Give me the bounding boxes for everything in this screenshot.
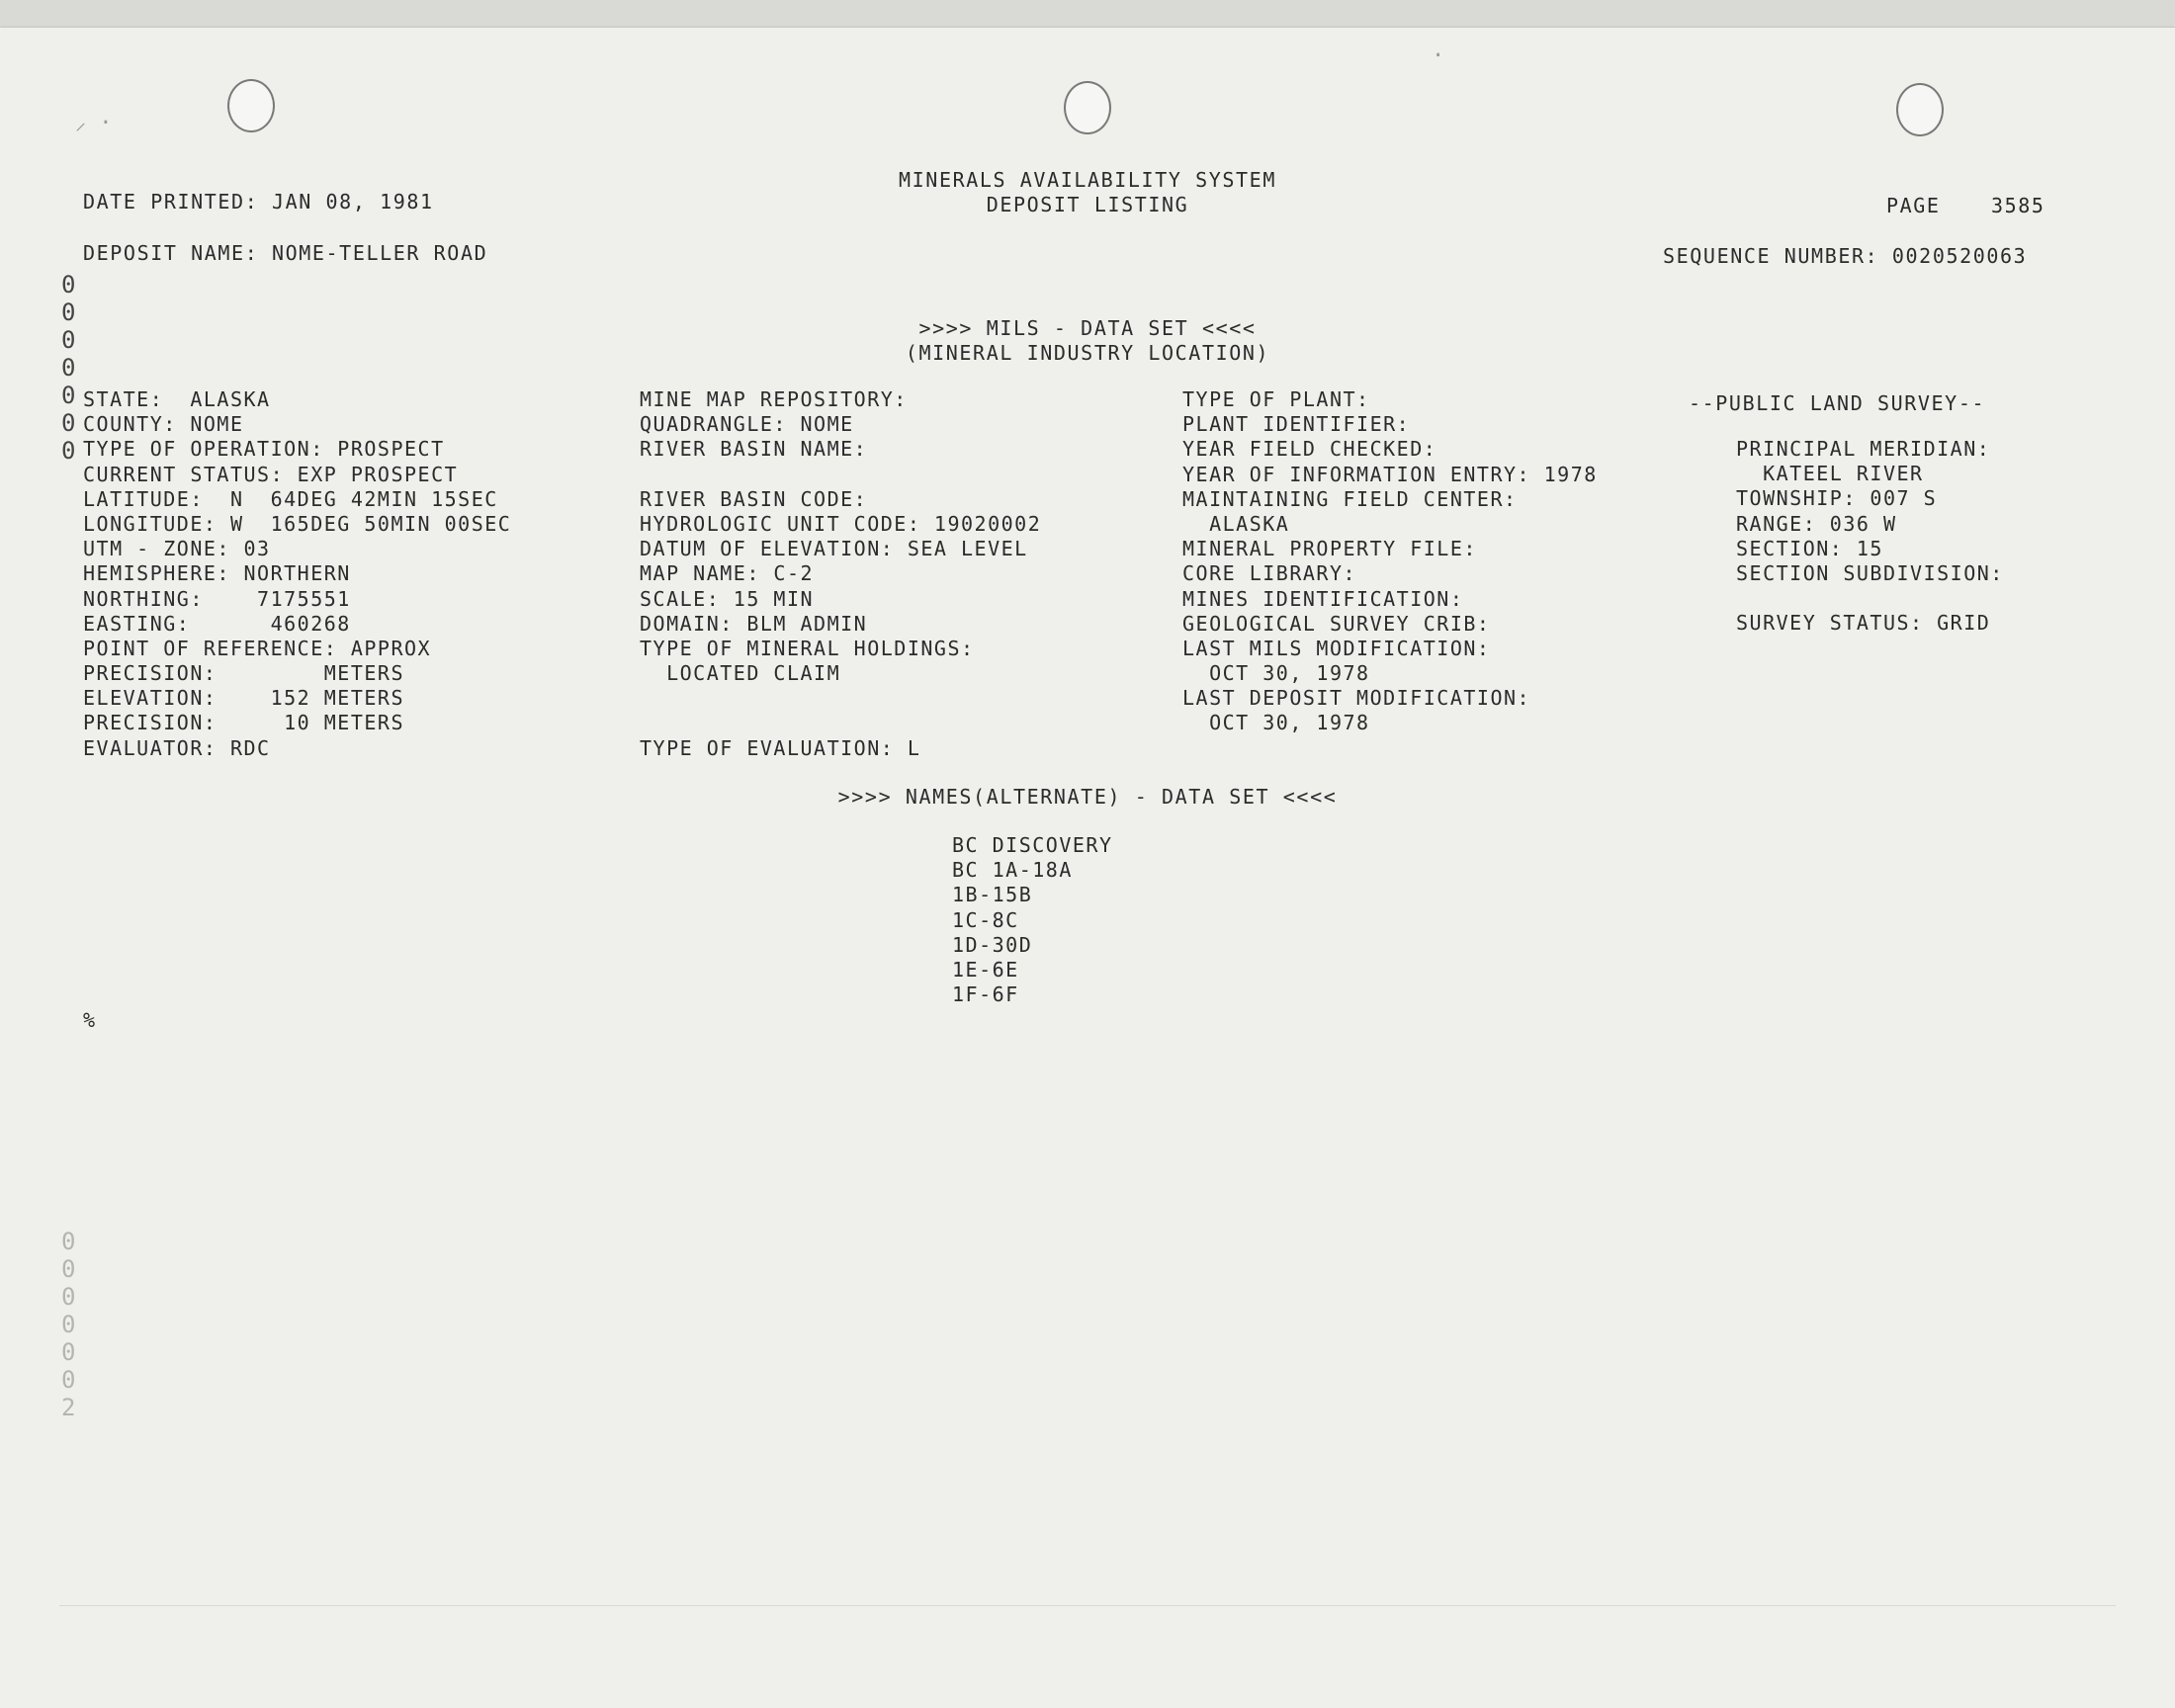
edge-digit: 2 [61,1394,76,1421]
ink-speck: · [1432,43,1445,68]
system-title: MINERALS AVAILABILITY SYSTEM [899,168,1276,192]
field-latitude: LATITUDE: N 64DEG 42MIN 15SEC [83,486,498,511]
edge-digit: 0 [61,437,76,465]
edge-digit: 0 [61,271,76,299]
field-mine-map-repository: MINE MAP REPOSITORY: [640,387,908,411]
field-current-status: CURRENT STATUS: EXP PROSPECT [83,462,459,486]
punch-hole-right [1896,83,1944,136]
field-elevation-precision: PRECISION: 10 METERS [83,711,404,735]
field-domain: DOMAIN: BLM ADMIN [640,611,868,636]
field-type-of-plant: TYPE OF PLANT: [1182,387,1370,411]
sequence-number: SEQUENCE NUMBER: 0020520063 [1663,244,2028,268]
footer-percent-mark: % [83,1008,97,1032]
alternate-names-list [952,833,1113,1007]
field-township: TOWNSHIP: 007 S [1736,486,1938,511]
field-mineral-holdings-value: LOCATED CLAIM [640,661,841,686]
deposit-name: DEPOSIT NAME: NOME-TELLER ROAD [83,241,488,265]
mils-column-geography [640,387,1041,761]
edge-digit: 0 [61,299,76,326]
punch-hole-left [227,79,275,132]
field-point-of-reference: POINT OF REFERENCE: APPROX [83,636,432,660]
blank-line [640,686,1041,711]
field-quadrangle: QUADRANGLE: NOME [640,412,854,437]
edge-digit: 0 [61,409,76,437]
field-last-deposit-modification: LAST DEPOSIT MODIFICATION: [1182,686,1531,711]
field-state: STATE: ALASKA [83,387,271,411]
page-number: 3585 [1991,194,2045,217]
mils-title: >>>> MILS - DATA SET <<<< [918,316,1257,340]
field-section: SECTION: 15 [1736,536,1883,560]
public-land-survey-title: --PUBLIC LAND SURVEY-- [1689,391,1986,415]
field-principal-meridian: PRINCIPAL MERIDIAN: [1736,437,1991,461]
field-mines-identification: MINES IDENTIFICATION: [1182,586,1464,611]
edge-digit: 0 [61,1338,76,1366]
mils-column-location [83,387,511,761]
field-easting: EASTING: 460268 [83,611,351,636]
edge-digit: 0 [61,382,76,409]
field-elevation: ELEVATION: 152 METERS [83,686,404,711]
field-evaluator: EVALUATOR: RDC [83,735,271,760]
edge-digit: 0 [61,1283,76,1311]
field-type-of-operation: TYPE OF OPERATION: PROSPECT [83,437,445,462]
alternate-name: 1E-6E [952,957,1019,982]
field-last-mils-modification: LAST MILS MODIFICATION: [1182,636,1491,660]
field-last-deposit-modification-date: OCT 30, 1978 [1182,711,1370,735]
field-scale: SCALE: 15 MIN [640,586,815,611]
punch-hole-center [1064,81,1111,134]
edge-digit: 0 [61,326,76,354]
date-printed: DATE PRINTED: JAN 08, 1981 [83,190,434,214]
mils-column-records [1182,387,1598,736]
field-principal-meridian-value: KATEEL RIVER [1736,462,1924,486]
edge-digit: 0 [61,1228,76,1255]
field-river-basin-code: RIVER BASIN CODE: [640,486,868,511]
edge-digit: 0 [61,1255,76,1283]
blank-line [1736,586,2004,611]
field-river-basin-name: RIVER BASIN NAME: [640,437,868,462]
ink-speck: ⸝ · [75,111,113,135]
mils-subtitle: (MINERAL INDUSTRY LOCATION) [905,341,1270,365]
field-datum-of-elevation: DATUM OF ELEVATION: SEA LEVEL [640,537,1028,561]
blank-line [640,463,1041,487]
field-hydrologic-unit-code: HYDROLOGIC UNIT CODE: 19020002 [640,511,1042,536]
edge-digit: 0 [61,1366,76,1394]
field-survey-status: SURVEY STATUS: GRID [1736,611,1991,636]
mils-column-land-survey [1736,437,2004,637]
field-year-of-information-entry: YEAR OF INFORMATION ENTRY: 1978 [1182,462,1598,486]
names-title: >>>> NAMES(ALTERNATE) - DATA SET <<<< [837,785,1338,809]
field-precision: PRECISION: METERS [83,661,404,686]
field-longitude: LONGITUDE: W 165DEG 50MIN 00SEC [83,511,512,536]
alternate-name: 1D-30D [952,932,1033,957]
document-sheet [0,28,2175,1708]
paper-rule [59,1605,2116,1606]
field-field-center-value: ALASKA [1182,511,1290,536]
alternate-name: 1B-15B [952,883,1033,907]
edge-digit: 0 [61,1311,76,1338]
alternate-name: BC DISCOVERY [952,833,1113,857]
field-map-name: MAP NAME: C-2 [640,561,815,586]
field-range: RANGE: 036 W [1736,511,1897,536]
field-type-of-evaluation: TYPE OF EVALUATION: L [640,735,921,760]
field-year-field-checked: YEAR FIELD CHECKED: [1182,437,1437,462]
field-last-mils-modification-date: OCT 30, 1978 [1182,661,1370,686]
field-section-subdivision: SECTION SUBDIVISION: [1736,560,2004,585]
field-hemisphere: HEMISPHERE: NORTHERN [83,561,351,586]
alternate-name: 1F-6F [952,982,1019,1007]
field-mineral-property-file: MINERAL PROPERTY FILE: [1182,537,1477,561]
edge-digit: 0 [61,354,76,382]
page-label: PAGE [1886,194,1941,217]
field-maintaining-field-center: MAINTAINING FIELD CENTER: [1182,486,1518,511]
edge-code-bottom [61,1228,91,1421]
field-plant-identifier: PLANT IDENTIFIER: [1182,412,1411,437]
field-northing: NORTHING: 7175551 [83,586,351,611]
alternate-name: BC 1A-18A [952,858,1073,883]
field-county: COUNTY: NOME [83,412,244,437]
field-utm-zone: UTM - ZONE: 03 [83,537,271,561]
field-type-of-mineral-holdings: TYPE OF MINERAL HOLDINGS: [640,636,975,660]
field-geological-survey-crib: GEOLOGICAL SURVEY CRIB: [1182,611,1491,636]
alternate-name: 1C-8C [952,907,1019,932]
blank-line [640,711,1041,735]
listing-title: DEPOSIT LISTING [986,193,1189,216]
field-core-library: CORE LIBRARY: [1182,561,1357,586]
